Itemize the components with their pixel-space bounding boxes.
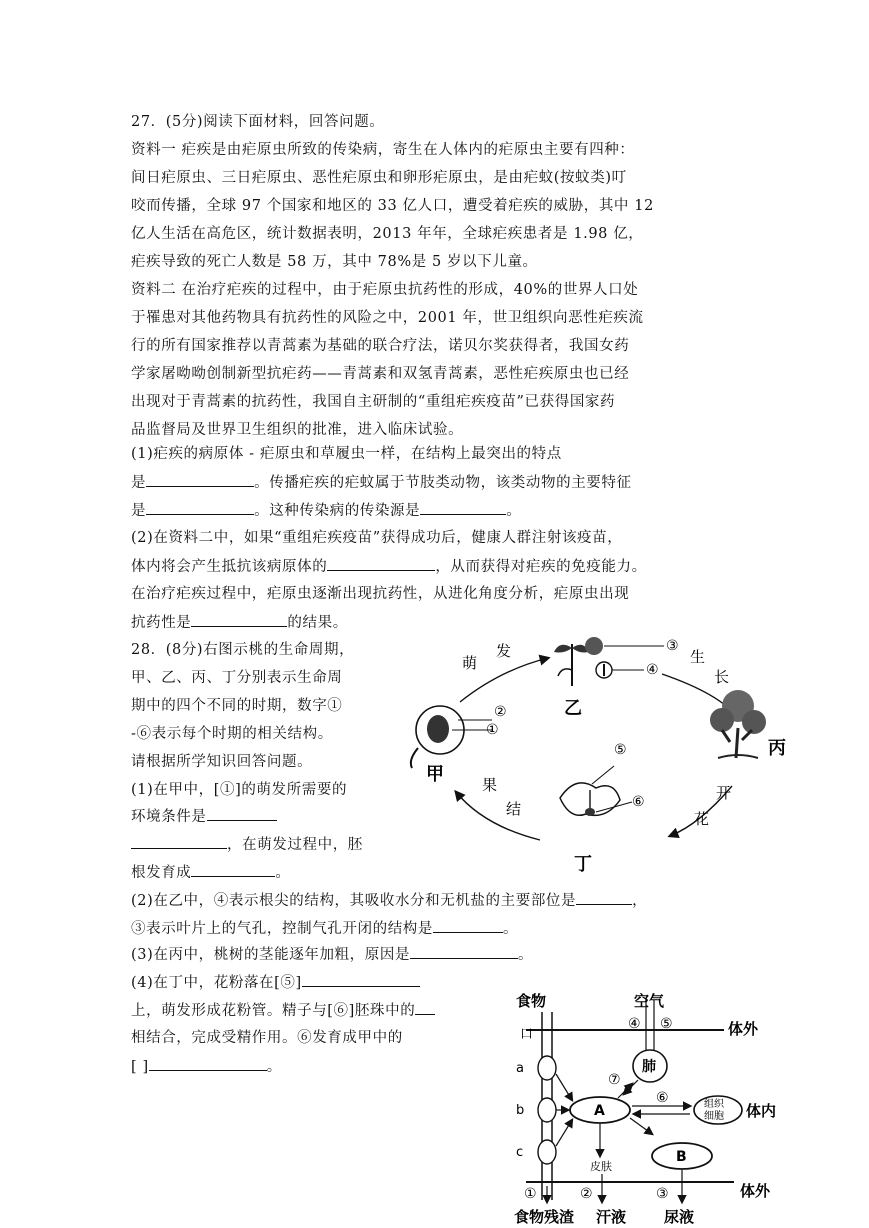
label-guo: 果 xyxy=(482,776,498,794)
stage-ding-flower xyxy=(560,766,632,816)
label-b: b xyxy=(516,1103,525,1118)
q28-line: 期中的四个不同的时期，数字① xyxy=(131,698,343,714)
label-jia: 甲 xyxy=(426,764,444,785)
q27-sub2-line4 xyxy=(131,612,348,633)
text: (4)在丁中，花粉落在[⑤] xyxy=(131,975,302,991)
label-c2: ② xyxy=(580,1186,593,1202)
text: 是 xyxy=(131,475,147,491)
label-c7: ⑦ xyxy=(608,1072,621,1088)
label-out2: 体外 xyxy=(740,1182,771,1200)
q27-sub2-line1: (2)在资料二中，如果“重组疟疾疫苗”获得成功后，健康人群注射该疫苗， xyxy=(131,530,623,546)
label-skin: 皮肤 xyxy=(590,1160,612,1173)
text: (3)在丙中，桃树的茎能逐年加粗，原因是 xyxy=(131,947,411,963)
label-yi: 乙 xyxy=(564,698,582,719)
answer-blank[interactable] xyxy=(191,862,275,877)
answer-blank[interactable] xyxy=(131,834,227,849)
label-c6: ⑥ xyxy=(656,1090,669,1106)
label-a: a xyxy=(516,1061,524,1076)
text: 。 xyxy=(518,947,534,963)
text: 。 xyxy=(503,921,519,937)
q27-material2-line: 品监督局及世界卫生组织的批准，进入临床试验。 xyxy=(131,422,464,438)
q27-material2-line: 于罹患对其他药物具有抗药性的风险之中，2001 年，世卫组织向恶性疟疾流 xyxy=(131,310,644,326)
answer-blank[interactable] xyxy=(433,918,503,933)
label-fa: 发 xyxy=(496,642,512,660)
label-inside: 体内 xyxy=(746,1102,777,1120)
label-c4: ④ xyxy=(628,1016,641,1032)
digestive-b xyxy=(538,1098,556,1122)
text: 的结果。 xyxy=(287,615,348,631)
label-n1: ① xyxy=(486,722,499,738)
cycle-arc-fruit xyxy=(456,792,540,840)
peach-life-cycle-diagram xyxy=(400,630,800,876)
text: 。传播疟疾的疟蚊属于节肢类动物，该类动物的主要特征 xyxy=(254,475,632,491)
label-c: c xyxy=(516,1145,524,1160)
q27-material2-line: 行的所有国家推荐以青蒿素为基础的联合疗法，诺贝尔奖获得者，我国女药 xyxy=(131,338,630,354)
text: ， xyxy=(632,893,648,909)
label-c3: ③ xyxy=(656,1186,669,1202)
label-c5: ⑤ xyxy=(660,1016,673,1032)
label-urine: 尿液 xyxy=(664,1208,695,1226)
q28-line xyxy=(131,1056,282,1077)
label-A: A xyxy=(594,1103,605,1119)
label-n5: ⑤ xyxy=(614,742,627,758)
label-lung: 肺 xyxy=(642,1059,656,1075)
q27-material1-line: 亿人生活在高危区，统计数据表明，2013 年年，全球疟疾患者是 1.98 亿， xyxy=(131,226,644,242)
label-jie: 结 xyxy=(506,800,522,818)
answer-blank[interactable] xyxy=(420,500,506,515)
label-n6: ⑥ xyxy=(632,794,645,810)
text: [ ] xyxy=(131,1059,149,1075)
label-out1: 体外 xyxy=(728,1020,759,1038)
q28-line xyxy=(131,972,420,993)
digestive-a xyxy=(538,1056,556,1080)
q27-material2-line: 学家屠呦呦创制新型抗疟药——青蒿素和双氢青蒿素，恶性疟疾原虫也已经 xyxy=(131,366,630,382)
answer-blank[interactable] xyxy=(146,472,254,487)
answer-blank[interactable] xyxy=(191,612,287,627)
q28-line: 甲、乙、丙、丁分别表示生命周 xyxy=(131,670,343,686)
label-tissue2: 细胞 xyxy=(704,1111,724,1122)
q28-line xyxy=(131,834,363,855)
text: 是 xyxy=(131,503,147,519)
q28-line xyxy=(131,862,291,883)
text: ，在萌发过程中，胚 xyxy=(227,837,363,853)
label-mouth: 口 xyxy=(520,1027,534,1042)
label-residue: 食物残渣 xyxy=(514,1208,575,1226)
digestive-c xyxy=(538,1140,556,1164)
label-zhang: 长 xyxy=(714,668,730,686)
q28-line xyxy=(131,1000,435,1021)
label-air: 空气 xyxy=(634,992,665,1010)
label-hua: 花 xyxy=(694,810,710,828)
answer-blank[interactable] xyxy=(302,972,420,987)
q28-line xyxy=(131,918,518,939)
text: 体内将会产生抵抗该病原体的 xyxy=(131,559,328,575)
text: ③表示叶片上的气孔，控制气孔开闭的结构是 xyxy=(131,921,433,937)
q27-sub2-line2 xyxy=(131,556,647,577)
label-meng: 萌 xyxy=(462,654,478,672)
q27-sub1-line3 xyxy=(131,500,521,521)
label-ding: 丁 xyxy=(574,854,592,875)
q28-line: 请根据所学知识回答问题。 xyxy=(131,754,313,770)
q28-line: -⑥表示每个时期的相关结构。 xyxy=(131,726,333,742)
text: 。 xyxy=(266,1059,282,1075)
q27-material2-line: 资料二 在治疗疟疾的过程中，由于疟原虫抗药性的形成，40%的世界人口处 xyxy=(131,282,639,298)
q28-line xyxy=(131,944,533,965)
label-n3: ③ xyxy=(666,638,679,654)
text: 。 xyxy=(506,503,522,519)
text: 。 xyxy=(275,865,291,881)
answer-blank[interactable] xyxy=(327,556,435,571)
label-tissue1: 组织 xyxy=(704,1099,724,1110)
q28-line: 相结合，完成受精作用。⑥发育成甲中的 xyxy=(131,1030,403,1046)
label-B: B xyxy=(676,1149,687,1165)
label-n4: ④ xyxy=(646,662,659,678)
q27-header: 27．(5分)阅读下面材料，回答问题。 xyxy=(131,114,385,130)
label-n2: ② xyxy=(494,704,507,720)
q28-line xyxy=(131,806,277,827)
q27-sub1-line2 xyxy=(131,472,632,493)
text: 。这种传染病的传染源是 xyxy=(254,503,421,519)
answer-blank[interactable] xyxy=(415,1000,435,1015)
answer-blank[interactable] xyxy=(410,944,518,959)
q28-line: (1)在甲中，[①]的萌发所需要的 xyxy=(131,782,348,798)
text: 抗药性是 xyxy=(131,615,192,631)
label-bing: 丙 xyxy=(768,738,786,759)
label-food: 食物 xyxy=(516,992,547,1010)
body-metabolism-diagram xyxy=(506,986,796,1226)
stage-jia-fruit xyxy=(411,706,492,768)
text: 根发育成 xyxy=(131,865,192,881)
answer-blank[interactable] xyxy=(149,1056,267,1071)
q28-line xyxy=(131,890,647,911)
q27-material1-line: 间日疟原虫、三日疟原虫、恶性疟原虫和卵形疟原虫，是由疟蚊(按蚊类)叮 xyxy=(131,170,627,186)
answer-blank[interactable] xyxy=(146,500,254,515)
text: 上，萌发形成花粉管。精子与[⑥]胚珠中的 xyxy=(131,1003,416,1019)
label-sheng: 生 xyxy=(690,648,706,666)
text: 环境条件是 xyxy=(131,809,207,825)
text: (2)在乙中，④表示根尖的结构，其吸收水分和无机盐的主要部位是 xyxy=(131,893,577,909)
answer-blank[interactable] xyxy=(207,806,277,821)
q27-material2-line: 出现对于青蒿素的抗药性，我国自主研制的“重组疟疾疫苗”已获得国家药 xyxy=(131,394,616,410)
q27-material1-line: 咬而传播，全球 97 个国家和地区的 33 亿人口，遭受着疟疾的威胁，其中 12 xyxy=(131,198,654,214)
q27-sub2-line3: 在治疗疟疾过程中，疟原虫逐渐出现抗药性，从进化角度分析，疟原虫出现 xyxy=(131,586,630,602)
q27-material1-line: 资料一 疟疾是由疟原虫所致的传染病，寄生在人体内的疟原虫主要有四种： xyxy=(131,142,635,158)
answer-blank[interactable] xyxy=(576,890,632,905)
q27-sub1-line1: (1)疟疾的病原体 - 疟原虫和草履虫一样，在结构上最突出的特点 xyxy=(131,446,562,462)
label-c1: ① xyxy=(524,1186,537,1202)
q27-material1-line: 疟疾导致的死亡人数是 58 万，其中 78%是 5 岁以下儿童。 xyxy=(131,254,538,270)
text: ，从而获得对疟疾的免疫能力。 xyxy=(435,559,647,575)
label-kai: 开 xyxy=(716,784,732,802)
q28-line: 28．(8分)右图示桃的生命周期， xyxy=(131,642,355,658)
label-sweat: 汗液 xyxy=(596,1208,627,1226)
